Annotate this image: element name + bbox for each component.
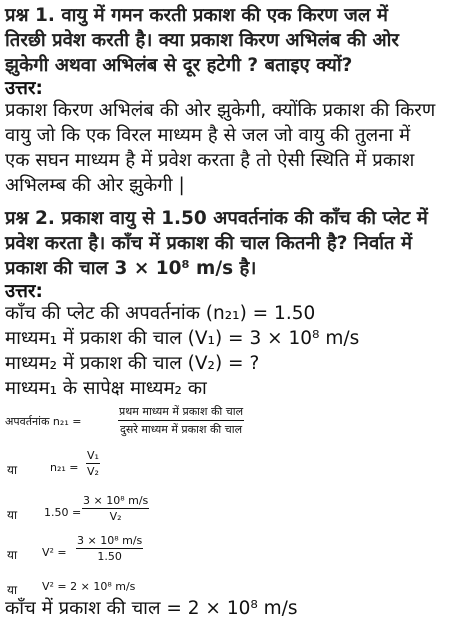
step-1-fraction (86, 449, 100, 478)
step-2-denominator: V₂ (109, 510, 122, 523)
answer-1-line-2: वायु जो कि एक विरल माध्यम है से जल जो वायु की तुलना में (5, 125, 411, 146)
question-1-line-1: प्रश्न 1. वायु में गमन करती प्रकाश की एक किरण जल में (5, 5, 388, 26)
answer-2-label: उत्तर: (5, 281, 43, 302)
step-4-equation: V² = 2 × 10⁸ m/s (42, 580, 136, 593)
question-2-line-2: प्रवेश करता है। काँच में प्रकाश की चाल कितनी है? निर्वात में (5, 233, 413, 254)
answer-2-line-4: माध्यम₁ के सापेक्ष माध्यम₂ का (5, 378, 207, 399)
step-2-numerator: 3 × 10⁸ m/s (83, 494, 149, 507)
step-3-lhs: V² = (42, 546, 67, 559)
step-2-ya: या (7, 508, 18, 522)
answer-2-line-1: काँच की प्लेट की अपवर्तनांक (n₂₁) = 1.50 (5, 303, 316, 324)
formula-fraction (118, 404, 244, 437)
step-2-fraction (82, 494, 149, 523)
answer-2-line-2: माध्यम₁ में प्रकाश की चाल (V₁) = 3 × 10⁸ m/s (5, 328, 360, 349)
step-1-ya: या (7, 463, 18, 477)
answer-1-line-4: अभिलम्ब की ओर झुकेगी | (5, 175, 185, 196)
step-1-denominator: V₂ (87, 465, 99, 478)
question-2-line-1: प्रश्न 2. प्रकाश वायु से 1.50 अपवर्तनांक की काँच की प्लेट में (5, 208, 428, 229)
answer-1-label: उत्तर: (5, 78, 43, 99)
answer-1-line-1: प्रकाश किरण अभिलंब की ओर झुकेगी, क्योंकि प्रकाश की किरण (5, 100, 436, 121)
question-1-line-2: तिरछी प्रवेश करती है। क्या प्रकाश किरण अभिलंब की ओर (5, 30, 399, 51)
step-3-fraction (76, 534, 143, 563)
answer-1-line-3: एक सघन माध्यम है में प्रवेश करता है तो ऐसी स्थिति में प्रकाश (5, 150, 415, 171)
step-3-denominator: 1.50 (97, 550, 122, 563)
step-3-ya: या (7, 548, 18, 562)
question-1-line-3: झुकेगी अथवा अभिलंब से दूर हटेगी ? बताइए क्यों? (5, 55, 353, 76)
step-1-numerator: V₁ (87, 449, 99, 462)
formula-lhs: अपवर्तनांक n₂₁ = (5, 415, 82, 428)
step-2-lhs: 1.50 = (44, 506, 82, 519)
formula-denominator: दुसरे माध्यम में प्रकाश की चाल (120, 423, 243, 436)
final-answer: काँच में प्रकाश की चाल = 2 × 10⁸ m/s (5, 598, 298, 619)
formula-numerator: प्रथम माध्यम में प्रकाश की चाल (118, 404, 244, 421)
step-4-ya: या (7, 583, 18, 597)
step-3-numerator: 3 × 10⁸ m/s (77, 534, 143, 547)
step-1-lhs: n₂₁ = (50, 461, 79, 474)
answer-2-line-3: माध्यम₂ में प्रकाश की चाल (V₂) = ? (5, 353, 260, 374)
question-2-line-3: प्रकाश की चाल 3 × 10⁸ m/s है। (5, 258, 257, 279)
